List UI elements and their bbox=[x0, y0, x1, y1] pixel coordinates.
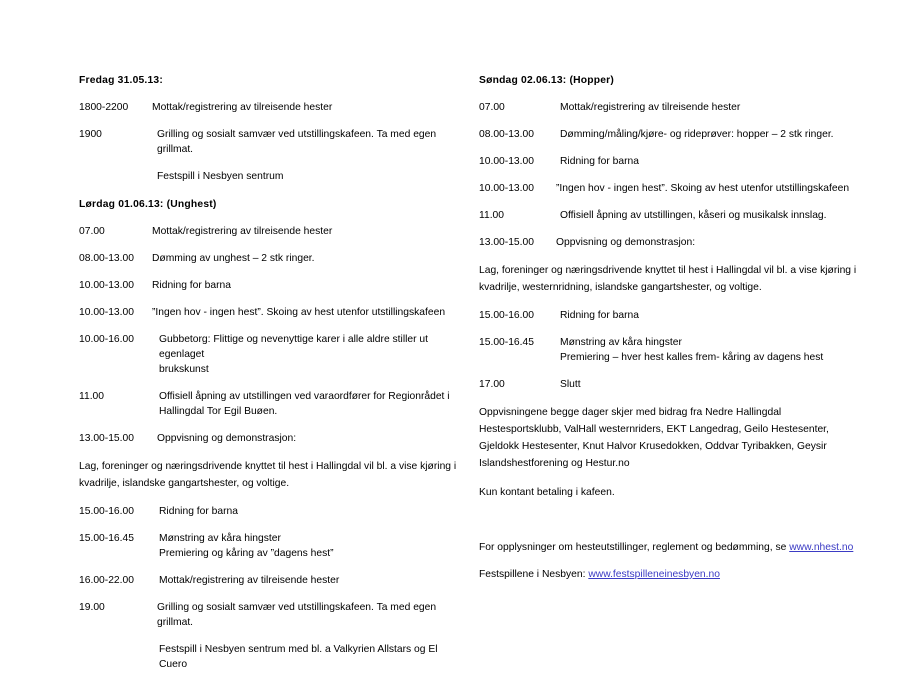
schedule-entry bbox=[479, 308, 864, 323]
entry-line: Mottak/registrering av tilreisende hester bbox=[560, 102, 741, 113]
entry-time: 13.00-15.00 bbox=[79, 433, 134, 444]
entry-description bbox=[556, 377, 864, 392]
heading-saturday: Lørdag 01.06.13: (Unghest) bbox=[79, 199, 217, 210]
entry-description bbox=[556, 154, 864, 169]
entry-description bbox=[152, 431, 461, 446]
entry-description bbox=[556, 208, 864, 223]
entry-description bbox=[152, 600, 461, 630]
entry-line: Ridning for barna bbox=[152, 280, 231, 291]
entry-description bbox=[556, 235, 864, 250]
schedule-entry bbox=[479, 100, 864, 115]
schedule-entry bbox=[79, 531, 461, 561]
entry-time: 17.00 bbox=[479, 379, 505, 390]
heading-friday: Fredag 31.05.13: bbox=[79, 75, 163, 86]
schedule-entry bbox=[79, 224, 461, 239]
entry-description bbox=[556, 308, 864, 323]
entry-description bbox=[152, 251, 461, 266]
entry-description bbox=[152, 169, 461, 184]
entry-line: Dømming av unghest – 2 stk ringer. bbox=[152, 253, 315, 264]
schedule-entry bbox=[79, 573, 461, 588]
entry-line: Mottak/registrering av tilreisende hester bbox=[152, 226, 333, 237]
left-column bbox=[79, 74, 461, 684]
entry-line: Oppvisning og demonstrasjon: bbox=[556, 237, 696, 248]
entry-time: 16.00-22.00 bbox=[79, 575, 134, 586]
schedule-entry bbox=[79, 251, 461, 266]
entry-line: Grilling og sosialt samvær ved utstillingskafeen. Ta med egen grillmat. bbox=[157, 129, 437, 155]
schedule-entry bbox=[479, 154, 864, 169]
entry-time: 07.00 bbox=[479, 102, 505, 113]
schedule-entry bbox=[479, 235, 864, 250]
entry-line: ”Ingen hov - ingen hest”. Skoing av hest utenfor utstillingskafeen bbox=[152, 307, 446, 318]
entry-description bbox=[152, 305, 461, 320]
info-line-text: For opplysninger om hesteutstillinger, reglement og bedømming, se bbox=[479, 542, 790, 553]
entry-time: 15.00-16.45 bbox=[479, 337, 534, 348]
entry-time: 10.00-13.00 bbox=[479, 183, 534, 194]
entry-line: Slutt bbox=[560, 379, 581, 390]
sunday-demonstration-paragraph: Lag, foreninger og næringsdrivende knyttet til hest i Hallingdal vil bl. a vise kjøring i kvadrilje, westernridning, islandske gangartshester, og voltige. bbox=[479, 265, 857, 293]
schedule-entry bbox=[479, 377, 864, 392]
entry-line: Gubbetorg: Flittige og nevenyttige karer i alle aldre stiller ut egenlaget bbox=[159, 334, 429, 360]
entry-time: 10.00-13.00 bbox=[79, 280, 134, 291]
festival-line-text: Festspillene i Nesbyen: bbox=[479, 569, 589, 580]
entry-line: Premiering – hver hest kalles frem- kåring av dagens hest bbox=[560, 352, 824, 363]
schedule-entry bbox=[79, 332, 461, 377]
entry-line: Premiering og kåring av ”dagens hest” bbox=[159, 548, 334, 559]
entry-time: 11.00 bbox=[79, 391, 105, 402]
entry-line: ”Ingen hov - ingen hest”. Skoing av hest utenfor utstillingskafeen bbox=[556, 183, 850, 194]
entry-time: 15.00-16.45 bbox=[79, 533, 134, 544]
saturday-demonstration-paragraph: Lag, foreninger og næringsdrivende knyttet til hest i Hallingdal vil bl. a vise kjøring i kvadrilje, islandske gangartshester, og voltige. bbox=[79, 461, 457, 489]
right-column bbox=[479, 74, 864, 595]
festival-line bbox=[479, 566, 864, 583]
entry-line: Ridning for barna bbox=[560, 310, 639, 321]
entry-time: 13.00-15.00 bbox=[479, 237, 534, 248]
entry-line: Festspill i Nesbyen sentrum med bl. a Valkyrien Allstars og El Cuero bbox=[159, 644, 438, 670]
schedule-entry bbox=[79, 305, 461, 320]
schedule-entry bbox=[479, 335, 864, 365]
entry-description bbox=[152, 224, 461, 239]
entry-line: Grilling og sosialt samvær ved utstillingskafeen. Ta med egen grillmat. bbox=[157, 602, 437, 628]
entry-line: Mottak/registrering av tilreisende hester bbox=[152, 102, 333, 113]
festspillene-link[interactable]: www.festspilleneinesbyen.no bbox=[588, 569, 720, 580]
entry-description bbox=[556, 100, 864, 115]
entry-line: Festspill i Nesbyen sentrum bbox=[157, 171, 284, 182]
entry-time: 10.00-13.00 bbox=[479, 156, 534, 167]
payment-note: Kun kontant betaling i kafeen. bbox=[479, 487, 615, 498]
entry-description bbox=[556, 181, 864, 196]
heading-sunday: Søndag 02.06.13: (Hopper) bbox=[479, 75, 615, 86]
schedule-entry bbox=[79, 600, 461, 630]
entry-description bbox=[152, 389, 461, 419]
entry-line: Mønstring av kåra hingster bbox=[560, 337, 682, 348]
schedule-entry bbox=[479, 208, 864, 223]
info-line bbox=[479, 539, 864, 556]
schedule-entry bbox=[79, 389, 461, 419]
entry-description bbox=[152, 531, 461, 561]
entry-time: 1800-2200 bbox=[79, 102, 129, 113]
entry-time: 15.00-16.00 bbox=[479, 310, 534, 321]
entry-description bbox=[152, 127, 461, 157]
entry-description bbox=[152, 573, 461, 588]
entry-description bbox=[152, 332, 461, 377]
entry-description bbox=[556, 127, 864, 142]
entry-description bbox=[152, 642, 461, 672]
schedule-entry bbox=[79, 100, 461, 115]
entry-line: Ridning for barna bbox=[159, 506, 238, 517]
entry-line: brukskunst bbox=[159, 364, 209, 375]
entry-line: Dømming/måling/kjøre- og rideprøver: hopper – 2 stk ringer. bbox=[560, 129, 834, 140]
entry-time: 08.00-13.00 bbox=[79, 253, 134, 264]
schedule-entry bbox=[479, 127, 864, 142]
schedule-entry bbox=[79, 169, 461, 184]
credits-paragraph: Oppvisningene begge dager skjer med bidrag fra Nedre Hallingdal Hestesportsklubb, ValHall westernriders, EKT Langedrag, Geilo Hestesenter, Gjeldokk Hestesenter, Knut Halvor Krusedokken, Oddvar Tyribakken, Geysir Islandshestforening og Hestur.no bbox=[479, 407, 829, 469]
entry-line: Mottak/registrering av tilreisende hester bbox=[159, 575, 340, 586]
entry-time: 1900 bbox=[79, 129, 102, 140]
nhest-link[interactable]: www.nhest.no bbox=[789, 542, 854, 553]
entry-line: Offisiell åpning av utstillingen ved varaordfører for Regionrådet i bbox=[159, 391, 450, 402]
entry-line: Oppvisning og demonstrasjon: bbox=[157, 433, 297, 444]
entry-time: 11.00 bbox=[479, 210, 505, 221]
entry-description bbox=[152, 100, 461, 115]
entry-time: 10.00-13.00 bbox=[79, 307, 134, 318]
schedule-entry bbox=[79, 278, 461, 293]
entry-time: 15.00-16.00 bbox=[79, 506, 134, 517]
schedule-entry bbox=[79, 431, 461, 446]
entry-description bbox=[152, 278, 461, 293]
schedule-entry bbox=[79, 642, 461, 672]
entry-description bbox=[556, 335, 864, 365]
entry-time: 10.00-16.00 bbox=[79, 334, 134, 345]
entry-time: 08.00-13.00 bbox=[479, 129, 534, 140]
entry-line: Mønstring av kåra hingster bbox=[159, 533, 281, 544]
schedule-entry bbox=[79, 504, 461, 519]
entry-time: 07.00 bbox=[79, 226, 105, 237]
paragraph-spacer bbox=[479, 513, 864, 539]
entry-line: Ridning for barna bbox=[560, 156, 639, 167]
entry-time: 19.00 bbox=[79, 602, 105, 613]
schedule-entry bbox=[79, 127, 461, 157]
schedule-entry bbox=[479, 181, 864, 196]
entry-description bbox=[152, 504, 461, 519]
entry-line: Offisiell åpning av utstillingen, kåseri og musikalsk innslag. bbox=[560, 210, 827, 221]
entry-line: Hallingdal Tor Egil Buøen. bbox=[159, 406, 278, 417]
